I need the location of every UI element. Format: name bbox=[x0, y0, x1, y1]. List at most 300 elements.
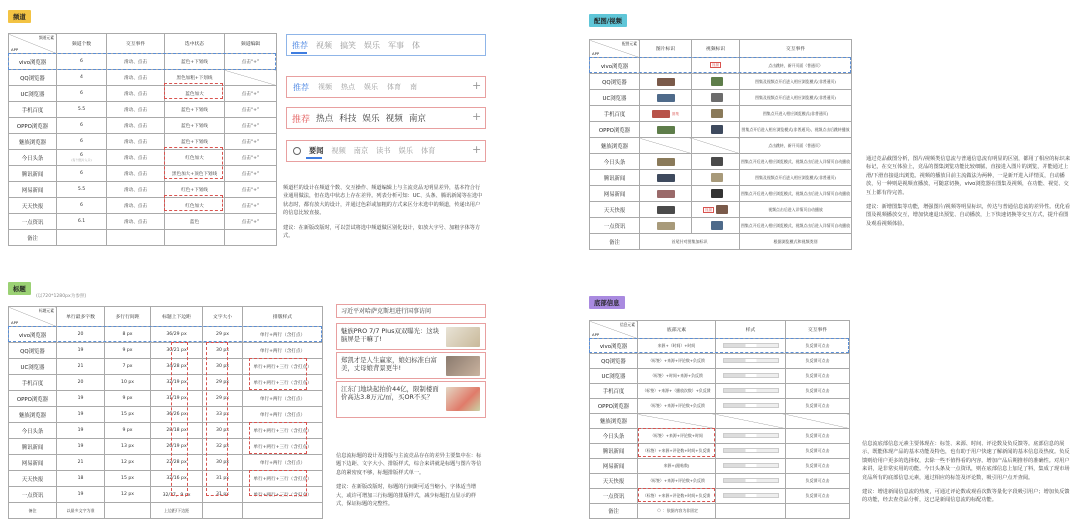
table-cell: 一点资讯 bbox=[590, 489, 638, 504]
tab-label[interactable]: 军事 bbox=[388, 40, 404, 50]
table-cell: UC浏览器 bbox=[9, 86, 57, 102]
table-cell bbox=[716, 384, 786, 399]
footer-style-sample bbox=[723, 403, 779, 408]
table-cell: （标签）+来源+（播放次数）+负反馈 bbox=[638, 384, 716, 399]
table-cell bbox=[225, 230, 277, 246]
tab-underline bbox=[306, 157, 322, 159]
table-cell: 负反馈可点击 bbox=[786, 384, 850, 399]
tab-label[interactable]: 娱乐 bbox=[364, 83, 378, 91]
column-header: 频道编辑 bbox=[225, 34, 277, 54]
tab-label[interactable]: 娱乐 bbox=[364, 40, 380, 50]
table-cell: 图集点开进入相应浏览模式(非普通页) bbox=[740, 106, 852, 122]
footer-style-sample bbox=[723, 358, 779, 363]
table-cell: 31/19 px bbox=[151, 391, 203, 407]
table-cell: 6 bbox=[57, 118, 107, 134]
footer-style-sample bbox=[723, 478, 779, 483]
table-row bbox=[9, 86, 277, 102]
tab-label[interactable]: 搞笑 bbox=[340, 40, 356, 50]
news-card[interactable]: 江东门地块起拍价44亿，限制楼面价高达3.8万元/㎡，买OR不买？ bbox=[336, 381, 486, 418]
table-cell: 滑动、点击 bbox=[107, 198, 165, 214]
table-cell: 8 px bbox=[105, 327, 151, 343]
add-channel-icon[interactable]: + bbox=[472, 79, 482, 92]
table-row bbox=[9, 407, 323, 423]
table-row bbox=[9, 214, 277, 230]
channel-nav-tencent[interactable] bbox=[286, 140, 486, 162]
table-cell: 蓝色 bbox=[165, 214, 225, 230]
tab-label[interactable]: 视频 bbox=[318, 83, 332, 91]
table-cell: QQ浏览器 bbox=[9, 343, 57, 359]
table-cell bbox=[640, 122, 692, 138]
table-cell: 备注 bbox=[9, 503, 57, 519]
tab-label[interactable]: 南京 bbox=[408, 114, 427, 124]
table-cell: 腾讯新闻 bbox=[9, 166, 57, 182]
table-cell bbox=[640, 90, 692, 106]
table-row bbox=[590, 170, 852, 186]
table-cell: 30 px bbox=[203, 455, 243, 471]
table-cell bbox=[640, 74, 692, 90]
table-cell: 30 px bbox=[203, 343, 243, 359]
table-cell: 点击“+” bbox=[225, 54, 277, 70]
table-row bbox=[9, 327, 323, 343]
table-cell bbox=[640, 218, 692, 234]
footer-style-sample bbox=[723, 463, 779, 468]
table-cell: 滑动、点击 bbox=[107, 70, 165, 86]
table-corner: 标题元素 APP bbox=[9, 307, 57, 327]
gallery-badge: 图集 bbox=[671, 112, 680, 116]
tab-label[interactable]: 体育 bbox=[420, 146, 436, 155]
table-cell bbox=[165, 230, 225, 246]
tab-label[interactable]: 娱乐 bbox=[362, 114, 380, 124]
column-header: 排版样式 bbox=[243, 307, 323, 327]
image-video-table bbox=[589, 39, 852, 250]
footer-style-sample bbox=[723, 493, 779, 498]
table-cell bbox=[638, 414, 716, 429]
table-row bbox=[590, 474, 850, 489]
table-row bbox=[590, 354, 850, 369]
table-cell: 负反馈可点击 bbox=[786, 369, 850, 384]
table-cell: 负反馈可点击 bbox=[786, 339, 850, 354]
table-cell bbox=[640, 186, 692, 202]
table-cell bbox=[692, 170, 740, 186]
table-cell: 腾讯新闻 bbox=[590, 170, 640, 186]
table-cell: 图集及视频点开后进入相应浏览模式(非普通页) bbox=[740, 74, 852, 90]
table-cell: 12 px bbox=[105, 455, 151, 471]
table-cell: 6 bbox=[57, 198, 107, 214]
table-row bbox=[590, 339, 850, 354]
table-cell: 红色加大 bbox=[165, 150, 225, 166]
table-cell: 30 px bbox=[203, 359, 243, 375]
table-cell: 负反馈可点击 bbox=[786, 459, 850, 474]
table-cell: 30 px bbox=[203, 423, 243, 439]
table-cell: （标签）+来源+评论数+负反馈 bbox=[638, 474, 716, 489]
table-cell: 蓝色+下划线 bbox=[165, 134, 225, 150]
table-row bbox=[590, 234, 852, 250]
table-cell bbox=[243, 503, 323, 519]
search-icon[interactable] bbox=[293, 147, 301, 155]
table-cell bbox=[786, 414, 850, 429]
table-cell: 点击“+” bbox=[225, 214, 277, 230]
table-cell: 图集及视频点开后进入相应浏览模式(非普通页) bbox=[740, 90, 852, 106]
add-channel-icon[interactable]: + bbox=[472, 143, 482, 156]
footer-info-table bbox=[589, 320, 850, 519]
table-cell: 36/26 px bbox=[151, 407, 203, 423]
title-table bbox=[8, 306, 323, 519]
news-card[interactable]: 郑凯才是人生赢家，娘妇标准白富美，丈母娘背景更牛! bbox=[336, 352, 486, 379]
table-cell: 天天快报 bbox=[9, 198, 57, 214]
column-header: 单行最多字数 bbox=[57, 307, 105, 327]
section-tag-channel: 频道 bbox=[8, 10, 31, 23]
tab-underline bbox=[291, 52, 307, 54]
tab-label[interactable]: 科技 bbox=[339, 114, 357, 124]
table-cell: OPPO浏览器 bbox=[590, 122, 640, 138]
table-cell: 19 bbox=[57, 487, 105, 503]
section-tag-title: 标题 bbox=[8, 282, 31, 295]
tab-label[interactable]: 体 bbox=[412, 40, 420, 50]
video-badge: 视频 bbox=[711, 63, 720, 67]
table-cell: 单行+两行+三行（含打点） bbox=[243, 471, 323, 487]
table-cell bbox=[692, 154, 740, 170]
table-cell bbox=[692, 106, 740, 122]
table-row bbox=[590, 504, 850, 519]
table-cell: 单行+两行（含打点） bbox=[243, 343, 323, 359]
table-cell: 滑动、点击 bbox=[107, 134, 165, 150]
table-cell: 31 px bbox=[203, 471, 243, 487]
table-cell bbox=[716, 474, 786, 489]
image-thumbnail bbox=[657, 206, 675, 214]
table-cell: OPPO浏览器 bbox=[9, 391, 57, 407]
tab-label[interactable]: 视频 bbox=[316, 40, 332, 50]
table-cell bbox=[640, 154, 692, 170]
table-row bbox=[590, 429, 850, 444]
footer-info-analysis-note: 信息流底部信息元素主要体现在：标签、来源、时间、评论数及负反馈等。底部信息的展示，既能体现产品的基本功能及特色，也有助于用户快速了解新闻的基本信息及热度。负反馈则给用户更多的选择权，去除一些不值得看的内容。增加产品后期推荐的准确性。对用户来讲，是非常实用的功能。今日头条及一点资讯，则在底部信息上加足了料，集成了现市场竞品所有的底部信息元素，通过相应的标签及评论数，吸引用户点开查阅。 建议：增进新闻信息流的热度，可通过评论数或观看次数等量化字段吸引用户；增加负反馈的功能，经去查竞品分析，这已是新闻信息流的标配功能。 bbox=[862, 441, 1070, 504]
table-cell: 32/16 px bbox=[151, 471, 203, 487]
table-cell bbox=[716, 489, 786, 504]
table-cell: 负反馈可点击 bbox=[786, 474, 850, 489]
table-cell: 单行+两行+三行（含打点） bbox=[243, 487, 323, 503]
tab-label[interactable]: 推荐 bbox=[292, 40, 308, 50]
table-cell: 今日头条 bbox=[590, 429, 638, 444]
table-cell: （标签）+来源+评论数+时间+负反馈 bbox=[638, 444, 716, 459]
table-cell: 手机百度 bbox=[9, 102, 57, 118]
table-cell: 13 px bbox=[105, 439, 151, 455]
play-icon bbox=[711, 109, 723, 118]
table-cell: 26/19 px bbox=[151, 439, 203, 455]
column-header: 样式 bbox=[716, 321, 786, 339]
table-cell bbox=[203, 503, 243, 519]
table-cell: 单行+两行+三行（含打点） bbox=[243, 439, 323, 455]
table-cell bbox=[692, 74, 740, 90]
section-tag-footer-info: 底部信息 bbox=[589, 296, 625, 309]
table-cell: 点击跳转，新开页面（普通页） bbox=[740, 58, 852, 74]
image-thumbnail bbox=[657, 94, 675, 102]
table-cell: 魅族浏览器 bbox=[590, 414, 638, 429]
table-cell: 今日头条 bbox=[9, 423, 57, 439]
channel-table bbox=[8, 33, 277, 246]
table-cell: 36/29 px bbox=[151, 327, 203, 343]
table-cell: 点击“+” bbox=[225, 102, 277, 118]
table-row bbox=[9, 503, 323, 519]
table-cell: 网易新闻 bbox=[590, 186, 640, 202]
channel-nav-uc[interactable] bbox=[286, 76, 486, 98]
tab-label[interactable]: 南京 bbox=[353, 146, 369, 155]
table-cell: 蓝色+下划线 bbox=[165, 118, 225, 134]
table-row bbox=[590, 90, 852, 106]
table-cell: 备注 bbox=[590, 234, 640, 250]
table-cell: 单行+两行+三行（含打点） bbox=[243, 359, 323, 375]
table-cell: 手机百度 bbox=[590, 106, 640, 122]
tab-label[interactable]: 热点 bbox=[341, 83, 355, 91]
image-thumbnail bbox=[657, 190, 675, 198]
table-cell: UC浏览器 bbox=[590, 369, 638, 384]
table-cell: 网易新闻 bbox=[9, 182, 57, 198]
table-cell: 点击“+” bbox=[225, 198, 277, 214]
table-cell: 点击跳转，新开页面（普通页） bbox=[740, 138, 852, 154]
news-thumbnail bbox=[446, 327, 480, 347]
table-cell: 32/37，9 px bbox=[151, 487, 203, 503]
table-cell: 负反馈可点击 bbox=[786, 444, 850, 459]
table-cell bbox=[107, 230, 165, 246]
table-cell: 29 px bbox=[203, 327, 243, 343]
column-header: 选中状态 bbox=[165, 34, 225, 54]
table-row bbox=[9, 118, 277, 134]
table-cell: 32/19 px bbox=[151, 375, 203, 391]
table-cell: 5.5 bbox=[57, 182, 107, 198]
table-cell: 19 bbox=[57, 439, 105, 455]
table-cell: 点击“+” bbox=[225, 166, 277, 182]
table-row bbox=[9, 102, 277, 118]
tab-label[interactable]: 推荐 bbox=[293, 82, 309, 92]
table-cell: 腾讯新闻 bbox=[9, 439, 57, 455]
table-cell: 9 px bbox=[105, 423, 151, 439]
table-cell: 19 bbox=[57, 391, 105, 407]
table-row bbox=[9, 198, 277, 214]
channel-nav-vivo[interactable] bbox=[286, 34, 486, 56]
table-cell: 6 bbox=[57, 134, 107, 150]
footer-style-sample bbox=[723, 448, 779, 453]
table-cell: 4 bbox=[57, 70, 107, 86]
table-cell: 22/28 px bbox=[151, 455, 203, 471]
table-cell: vivo浏览器 bbox=[9, 54, 57, 70]
table-cell: 魅族浏览器 bbox=[9, 407, 57, 423]
table-cell: 19 bbox=[57, 407, 105, 423]
table-cell: 今日头条 bbox=[590, 154, 640, 170]
table-cell: UC浏览器 bbox=[9, 359, 57, 375]
table-row bbox=[9, 134, 277, 150]
column-header: 标题上下边距 bbox=[151, 307, 203, 327]
table-cell: 12 px bbox=[105, 487, 151, 503]
table-cell: 蓝色+下划线 bbox=[165, 54, 225, 70]
tab-label[interactable]: 推荐 bbox=[292, 114, 311, 125]
table-cell: 天天快报 bbox=[590, 202, 640, 218]
table-cell bbox=[716, 414, 786, 429]
table-cell: QQ浏览器 bbox=[590, 354, 638, 369]
table-row bbox=[9, 423, 323, 439]
table-cell bbox=[57, 150, 107, 166]
play-icon bbox=[711, 157, 723, 166]
video-badge: 视频 bbox=[704, 208, 713, 212]
table-cell: 6 bbox=[57, 86, 107, 102]
table-cell: 蓝色加大 bbox=[165, 86, 225, 102]
table-row bbox=[590, 369, 850, 384]
table-corner: 配图元素 APP bbox=[590, 40, 640, 58]
table-cell: 腾讯新闻 bbox=[590, 444, 638, 459]
table-cell bbox=[716, 444, 786, 459]
column-header: 频道个数 bbox=[57, 34, 107, 54]
table-cell: 来源+（时间）+时间 bbox=[638, 339, 716, 354]
table-cell: 滑动、点击 bbox=[107, 54, 165, 70]
table-cell: vivo浏览器 bbox=[9, 327, 57, 343]
news-thumbnail bbox=[446, 356, 480, 376]
image-video-analysis-note: 通过竞品截图分析，图片/视频类信息流与普通信息流有明显的区别，都用了相应的标识来标记，在交互体验上，竞品的图集浏览功能比较细腻，直接进入图片的浏览，并能通过上滑/下滑直接退出浏览。视频的播放目前主流做法为两种，一是新开进入详情页，自动播放，另一种则是视频直播放，可随意切换，vivo浏览器在图集及视频，在功能、视觉、交互上都有待完善。 建议：新增图集等功能，增强图片/视频等明显标识，传达与普通信息流的差异性。优化看图及视频播放交互，增加快速退出预览、自动播放，上下快速切换等交互方式，提升看图及观看视频体验。 bbox=[866, 156, 1071, 227]
image-thumbnail bbox=[657, 126, 675, 134]
image-thumbnail bbox=[657, 174, 675, 182]
table-cell: 点击“+” bbox=[225, 134, 277, 150]
column-header: 交互事件 bbox=[786, 321, 850, 339]
table-row bbox=[590, 414, 850, 429]
table-cell: 魅族浏览器 bbox=[9, 134, 57, 150]
table-cell: 手机百度 bbox=[590, 384, 638, 399]
table-cell: 20 bbox=[57, 375, 105, 391]
table-row bbox=[590, 202, 852, 218]
table-cell: 一点资讯 bbox=[590, 218, 640, 234]
table-cell: 21 bbox=[57, 455, 105, 471]
play-icon bbox=[711, 189, 723, 198]
table-cell: 负反馈可点击 bbox=[786, 429, 850, 444]
table-cell: 黑色加粗+下划线 bbox=[165, 70, 225, 86]
table-row bbox=[590, 74, 852, 90]
table-cell: 31 px bbox=[203, 487, 243, 503]
column-header: 视频标识 bbox=[692, 40, 740, 58]
table-cell: （标签）+来源+评论数+时间+负反馈 bbox=[638, 489, 716, 504]
table-cell: 蓝色+下划线 bbox=[165, 102, 225, 118]
table-row bbox=[9, 471, 323, 487]
table-cell: 点击“+” bbox=[225, 182, 277, 198]
column-header: 交互事件 bbox=[107, 34, 165, 54]
channel-nav-toutiao[interactable] bbox=[286, 107, 486, 129]
table-cell: 32 px bbox=[203, 439, 243, 455]
table-cell: 18 bbox=[57, 471, 105, 487]
table-cell: （标签）+时间+来源+负反馈 bbox=[638, 369, 716, 384]
table-row bbox=[9, 166, 277, 182]
table-cell bbox=[716, 399, 786, 414]
table-cell: 单行+两行+三行（含打点） bbox=[243, 423, 323, 439]
table-cell: 6.1 bbox=[57, 214, 107, 230]
table-cell bbox=[692, 90, 740, 106]
table-row bbox=[9, 391, 323, 407]
table-row bbox=[590, 122, 852, 138]
table-cell: QQ浏览器 bbox=[9, 70, 57, 86]
column-header: 多行行间距 bbox=[105, 307, 151, 327]
table-cell: 单行+两行+三行（含打点） bbox=[243, 375, 323, 391]
table-cell bbox=[640, 138, 692, 154]
play-icon bbox=[711, 125, 723, 134]
column-header: 文字大小 bbox=[203, 307, 243, 327]
table-cell: 20 bbox=[57, 327, 105, 343]
footer-style-sample bbox=[723, 343, 779, 348]
table-row bbox=[9, 343, 323, 359]
table-cell: 9 px bbox=[105, 343, 151, 359]
table-cell: 5.5 bbox=[57, 102, 107, 118]
news-card[interactable]: 习近平对哈萨克斯坦进行国事访问 bbox=[336, 304, 486, 318]
tab-label[interactable]: 视频 bbox=[331, 146, 346, 155]
tab-label[interactable]: 南 bbox=[410, 83, 417, 91]
table-cell: 6 bbox=[57, 166, 107, 182]
table-cell: （标签）+来源+评论数+负反馈 bbox=[638, 399, 716, 414]
table-cell bbox=[640, 202, 692, 218]
table-cell: 点击“+” bbox=[225, 118, 277, 134]
tab-label[interactable]: 读书 bbox=[376, 146, 391, 155]
table-cell bbox=[692, 58, 740, 74]
table-cell: 以最多文字为准 bbox=[57, 503, 105, 519]
table-row bbox=[9, 439, 323, 455]
title-analysis-note: 信息流标题的设计及排版与主流竞品存在的差异主要集中在：标题下边距、文字大小、排版样式，综合来讲就是标题与图片等信息的紧密度不够，标题排版样式单一。 建议：在新版改版时，标题的行间距可适当缩小，字体适当增大，或许可增加三行标题的排版样式，减少标题打点显示的样式，保证标题的完整性。 bbox=[336, 453, 482, 508]
play-icon bbox=[711, 93, 723, 102]
column-header: 图片标识 bbox=[640, 40, 692, 58]
table-row bbox=[9, 70, 277, 86]
table-cell: 图集及视频点开后进入相应浏览模式(非普通页) bbox=[740, 170, 852, 186]
table-cell: OPPO浏览器 bbox=[590, 399, 638, 414]
table-row bbox=[9, 150, 277, 166]
table-cell: 网易新闻 bbox=[590, 459, 638, 474]
tab-label[interactable]: 体育 bbox=[387, 83, 401, 91]
table-cell: 6 bbox=[57, 54, 107, 70]
table-corner: 频道元素 APP bbox=[9, 34, 57, 54]
table-row bbox=[590, 154, 852, 170]
tab-label[interactable]: 娱乐 bbox=[398, 146, 413, 155]
table-cell: 19 bbox=[57, 343, 105, 359]
table-cell: 根据浏览模式和视频类别 bbox=[740, 234, 852, 250]
table-cell: 单行+两行（含打点） bbox=[243, 407, 323, 423]
table-cell: 上边距/下边距 bbox=[151, 503, 203, 519]
table-cell bbox=[692, 218, 740, 234]
table-cell: 一点资讯 bbox=[9, 487, 57, 503]
table-cell: 滑动、点击 bbox=[107, 86, 165, 102]
table-cell: 29 px bbox=[203, 391, 243, 407]
news-thumbnail bbox=[446, 387, 480, 411]
footer-style-sample bbox=[723, 433, 779, 438]
table-cell: 滑动、点击 bbox=[107, 182, 165, 198]
table-cell: 手机百度 bbox=[9, 375, 57, 391]
table-cell: UC浏览器 bbox=[590, 90, 640, 106]
table-cell: 19 bbox=[57, 423, 105, 439]
table-row bbox=[9, 54, 277, 70]
table-cell: vivo浏览器 bbox=[590, 58, 640, 74]
table-cell: （标签）+来源+评论数+时间 bbox=[638, 429, 716, 444]
table-cell: 9 px bbox=[105, 391, 151, 407]
table-cell: 备注 bbox=[9, 230, 57, 246]
table-cell: 34/28 px bbox=[151, 359, 203, 375]
table-row bbox=[590, 138, 852, 154]
table-cell: 单行+两行（含打点） bbox=[243, 391, 323, 407]
table-row bbox=[9, 359, 323, 375]
footer-style-sample bbox=[723, 373, 779, 378]
table-cell bbox=[716, 459, 786, 474]
news-card[interactable]: 魅族PRO 7/7 Plus双双曝光：这块脑屏是干嘛了! bbox=[336, 323, 486, 350]
table-row bbox=[9, 230, 277, 246]
table-cell bbox=[716, 354, 786, 369]
table-cell bbox=[716, 369, 786, 384]
table-cell: 首尾针对图集加标识 bbox=[640, 234, 740, 250]
table-cell: 图集点开后进入相应浏览模式，视频点击后进入详情页自动播放 bbox=[740, 186, 852, 202]
table-cell: 备注 bbox=[590, 504, 638, 519]
tab-label[interactable]: 热点 bbox=[316, 114, 334, 124]
tab-label[interactable]: 视频 bbox=[385, 114, 403, 124]
section-subtitle: (以720*1280px为参照) bbox=[36, 294, 87, 299]
table-cell: 15 px bbox=[105, 471, 151, 487]
tab-label[interactable]: 要闻 bbox=[309, 146, 324, 155]
add-channel-icon[interactable]: + bbox=[472, 110, 482, 123]
table-cell: 点击“+” bbox=[225, 150, 277, 166]
